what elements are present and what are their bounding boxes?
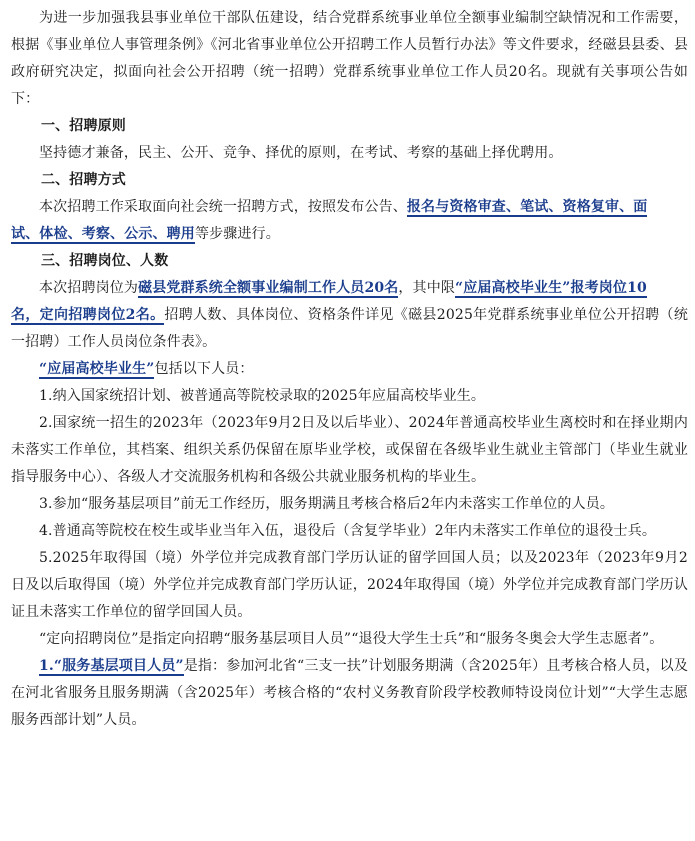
service-definition-paragraph xyxy=(11,653,688,734)
positions-total-highlight: 磁县党群系统全额事业编制工作人员20名 xyxy=(138,280,399,296)
service-term-highlight: 1.“服务基层项目人员” xyxy=(39,658,184,674)
section-heading-method: 二、招聘方式 xyxy=(41,172,126,188)
directed-definition-paragraph: “定向招聘岗位”是指定向招聘“服务基层项目人员”“退役大学生士兵”和“服务冬奥会大学生志愿者”。 xyxy=(39,631,664,647)
method-steps-highlight: 报名与资格审查、笔试、资格复审、面 xyxy=(406,199,648,215)
positions-text-b: ，其中限 xyxy=(398,280,456,296)
method-text-a: 本次招聘工作采取面向社会统一招聘方式，按照发布公告、 xyxy=(39,199,407,215)
graduate-text: 包括以下人员： xyxy=(154,361,254,377)
positions-directed-highlight: 名，定向招聘岗位2名。 xyxy=(11,307,165,323)
intro-paragraph: 为进一步加强我县事业单位干部队伍建设，结合党群系统事业单位全额事业编制空缺情况和工作需要，根据《事业单位人事管理条例》《河北省事业单位公开招聘工作人员暂行办法》等文件要求，经磁县县委、县政府研究决定，拟面向社会公开招聘（统一招聘）党群系统事业单位工作人员20名。现就有关事项公告如下： xyxy=(11,10,688,107)
method-text-b: 等步骤进行。 xyxy=(194,226,280,242)
method-steps-highlight-cont: 试、体检、考察、公示、聘用 xyxy=(11,226,195,242)
service-text: 是指：参加河北省“三支一扶”计划服务期满（含2025年）且考核合格人员，以及在河北省服务且服务期满（含2025年）考核合格的“农村义务教育阶段学校教师特设岗位计划”“大学生志愿服务西部计划”人员。 xyxy=(11,658,688,728)
graduate-item-4: 4.普通高等院校在校生或毕业当年入伍，退役后（含复学毕业）2年内未落实工作单位的退役士兵。 xyxy=(39,523,657,539)
graduate-definition-paragraph xyxy=(11,356,688,383)
positions-text-a: 本次招聘岗位为 xyxy=(39,280,139,296)
graduate-item-1: 1.纳入国家统招计划、被普通高等院校录取的2025年应届高校毕业生。 xyxy=(39,388,486,404)
positions-paragraph xyxy=(11,275,688,356)
positions-text-c: 招聘人数、具体岗位、资格条件详见《磁县2025年党群系统事业单位公开招聘（统一招聘）工作人员岗位条件表》。 xyxy=(11,307,689,350)
principle-paragraph: 坚持德才兼备，民主、公开、竞争、择优的原则，在考试、考察的基础上择优聘用。 xyxy=(39,145,563,161)
graduate-item-2: 2.国家统一招生的2023年（2023年9月2日及以后毕业）、2024年普通高校毕业生离校时和在择业期内未落实工作单位，其档案、组织关系仍保留在原毕业学校，或保留在各级毕业生就业主管部门（毕业生就业指导服务中心）、各级人才交流服务机构和各级公共就业服务机构的毕业生。 xyxy=(11,415,688,485)
section-heading-positions: 三、招聘岗位、人数 xyxy=(41,253,169,269)
graduate-item-5: 5.2025年取得国（境）外学位并完成教育部门学历认证的留学回国人员；以及2023年（2023年9月2日及以后取得国（境）外学位并完成教育部门学历认证，2024年取得国（境）外学位并完成教育部门学历认证且未落实工作单位的留学回国人员。 xyxy=(11,550,688,620)
section-heading-principle: 一、招聘原则 xyxy=(41,118,126,134)
graduate-term-highlight: “应届高校毕业生” xyxy=(39,361,155,377)
method-paragraph xyxy=(11,194,688,248)
positions-graduate-highlight: “应届高校毕业生”报考岗位10 xyxy=(455,280,647,296)
graduate-item-3: 3.参加“服务基层项目”前无工作经历，服务期满且考核合格后2年内未落实工作单位的人员。 xyxy=(39,496,615,512)
